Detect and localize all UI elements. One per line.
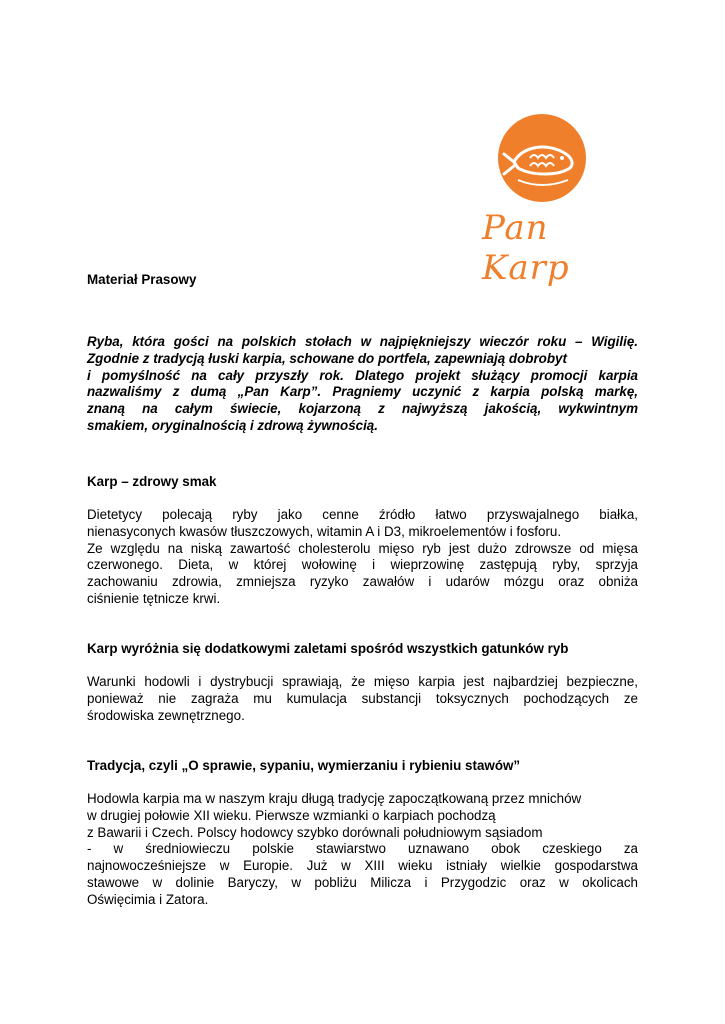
section-heading: Tradycja, czyli „O sprawie, sypaniu, wymierzaniu i rybieniu stawów” [87, 758, 521, 773]
body-line: Dietetycy polecają ryby jako cenne źródło łatwo przyswajalnego białka, [87, 507, 638, 522]
lead-line: i pomyślność na cały przyszły rok. Dlatego projekt służący promocji karpia [87, 367, 638, 383]
body-line: Warunki hodowli i dystrybucji sprawiają, że mięso karpia jest najbardziej bezpieczne, [87, 674, 638, 689]
body-line: Oświęcimia i Zatora. [87, 891, 209, 907]
lead-line: nazwaliśmy z dumą „Pan Karp”. Pragniemy uczynić z karpia polską markę, [87, 384, 638, 400]
lead-line: Ryba, która gości na polskich stołach w najpiękniejszy wieczór roku – Wigilię. [87, 334, 638, 349]
lead-paragraph [87, 334, 638, 435]
body-line: Hodowla karpia ma w naszym kraju długą tradycję zapoczątkowaną przez mnichów [87, 791, 582, 806]
section-heading: Karp – zdrowy smak [87, 474, 217, 489]
body-line: w drugiej połowie XII wieku. Pierwsze wzmianki o karpiach pochodzą [87, 807, 496, 823]
body-line: nienasyconych kwasów tłuszczowych, witamin A i D3, mikroelementów i fosforu. [87, 523, 562, 539]
lead-line: smakiem, oryginalnością i zdrową żywnością. [87, 417, 378, 433]
body-line: - w średniowieczu polskie stawiarstwo uznawano obok czeskiego za [87, 841, 638, 857]
section-body [87, 507, 638, 608]
body-line: najnowocześniejsze w Europie. Już w XIII wieku istniały wielkie gospodarstwa [87, 858, 638, 874]
section-heading: Karp wyróżnia się dodatkowymi zaletami spośród wszystkich gatunków ryb [87, 641, 569, 656]
body-line: zachowaniu zdrowia, zmniejsza ryzyko zawałów i udarów mózgu oraz obniża [87, 574, 638, 590]
section-body [87, 791, 638, 909]
body-line: z Bawarii i Czech. Polscy hodowcy szybko dorównali południowym sąsiadom [87, 824, 543, 840]
body-line: czerwonego. Dieta, w której wołowinę i wieprzowinę zastępują ryby, sprzyja [87, 557, 638, 573]
body-line: środowiska zewnętrznego. [87, 707, 245, 723]
lead-line: znaną na całym świecie, kojarzoną z najwyższą jakością, wykwintnym [87, 401, 638, 417]
body-line: Ze względu na niską zawartość cholesterolu mięso ryb jest dużo zdrowsze od mięsa [87, 540, 638, 556]
pan-karp-logo [478, 110, 618, 290]
body-line: stawowe w dolinie Baryczy, w pobliżu Milicza i Przygodzic oraz w okolicach [87, 874, 638, 890]
document-title: Materiał Prasowy [87, 272, 197, 287]
section-body [87, 674, 638, 724]
logo-wordmark: Pan Karp [482, 208, 570, 288]
body-line: ciśnienie tętnicze krwi. [87, 590, 221, 606]
body-line: ponieważ nie zagraża mu kumulacja substancji toksycznych pochodzących ze [87, 690, 638, 706]
lead-line: Zgodnie z tradycją łuski karpia, schowane do portfela, zapewniają dobrobyt [87, 350, 567, 366]
